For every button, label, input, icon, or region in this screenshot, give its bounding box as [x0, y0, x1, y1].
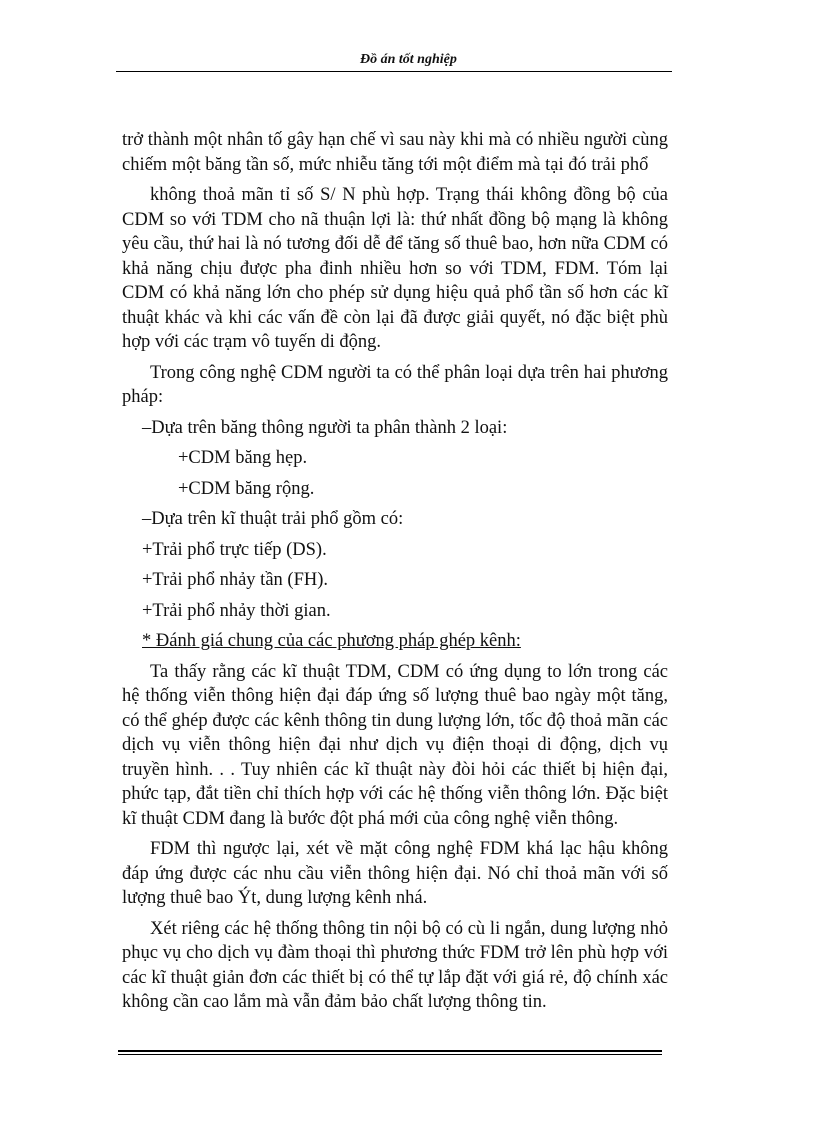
paragraph-cdm-advantages: không thoả mãn tỉ số S/ N phù hợp. Trạng thái không đồng bộ của CDM so với TDM cho nã thuận lợi là: thứ nhất đồng bộ mạng là không yêu cầu, thứ hai là nó tương đối dễ để tăng số thuê bao, hơn nữa CDM có khả năng chịu được pha đinh nhiều hơn so với TDM, FDM. Tóm lại CDM có khả năng lớn cho phép sử dụng hiệu quả phổ tần số hơn các kĩ thuật khác và khi các vấn đề còn lại đã được giải quyết, nó đặc biệt phù hợp với các trạm vô tuyến di động.: [122, 185, 668, 352]
list-item-wideband: +CDM băng rộng.: [178, 478, 315, 499]
list-item-time-hopping: +Trải phổ nhảy thời gian.: [142, 600, 331, 621]
footer-divider-thin: [118, 1054, 662, 1055]
list-item-bandwidth: –Dựa trên băng thông người ta phân thành 2 loại:: [142, 417, 508, 438]
list-item-direct-sequence: +Trải phổ trực tiếp (DS).: [142, 539, 327, 560]
paragraph-internal-systems: Xét riêng các hệ thống thông tin nội bộ có cù li ngắn, dung lượng nhỏ phục vụ cho dịch vụ đàm thoại thì phương thức FDM trở lên phù hợp với các kĩ thuật giản đơn các thiết bị có thể tự lắp đặt với giá rẻ, độ chính xác không cần cao lắm mà vẫn đảm bảo chất lượng thông tin.: [122, 918, 668, 1012]
section-heading-evaluation: * Đánh giá chung của các phương pháp ghép kênh:: [142, 631, 521, 651]
paragraph-fdm-evaluation: FDM thì ngược lại, xét về mặt công nghệ FDM khá lạc hậu không đáp ứng được các nhu cầu viễn thông hiện đại. Nó chỉ thoả mãn với số lượng thuê bao Ýt, dung lượng kênh nhá.: [122, 839, 668, 908]
list-item-narrowband: +CDM băng hẹp.: [178, 448, 308, 468]
page-header-title: Đồ án tốt nghiệp: [360, 52, 457, 67]
paragraph-tdm-cdm-evaluation: Ta thấy rằng các kĩ thuật TDM, CDM có ứng dụng to lớn trong các hệ thống viễn thông hiện đại đáp ứng số lượng thuê bao ngày một tăng, có thể ghép được các kênh thông tin dung lượng lớn, tốc độ thoả mãn các dịch vụ viễn thông hiện đại như dịch vụ điện thoại di động, dịch vụ truyền hình. . . Tuy nhiên các kĩ thuật này đòi hỏi các thiết bị hiện đại, phức tạp, đắt tiền chỉ thích hợp với các hệ thống viễn thông lớn. Đặc biệt kĩ thuật CDM đang là bước đột phá mới của công nghệ viễn thông.: [122, 661, 668, 829]
footer-divider-thick: [118, 1050, 662, 1052]
paragraph-cdm-classification: Trong công nghệ CDM người ta có thể phân loại dựa trên hai phương pháp:: [122, 362, 668, 407]
document-body: [122, 128, 668, 1015]
list-item-frequency-hopping: +Trải phổ nhảy tần (FH).: [142, 570, 329, 590]
header-divider: [116, 71, 672, 72]
list-item-spread-spectrum: –Dựa trên kĩ thuật trải phổ gồm có:: [142, 509, 404, 529]
paragraph-continuation: trở thành một nhân tố gây hạn chế vì sau này khi mà có nhiều người cùng chiếm một băng tần số, mức nhiễu tăng tới một điểm mà tại đó trải phổ: [122, 130, 668, 175]
